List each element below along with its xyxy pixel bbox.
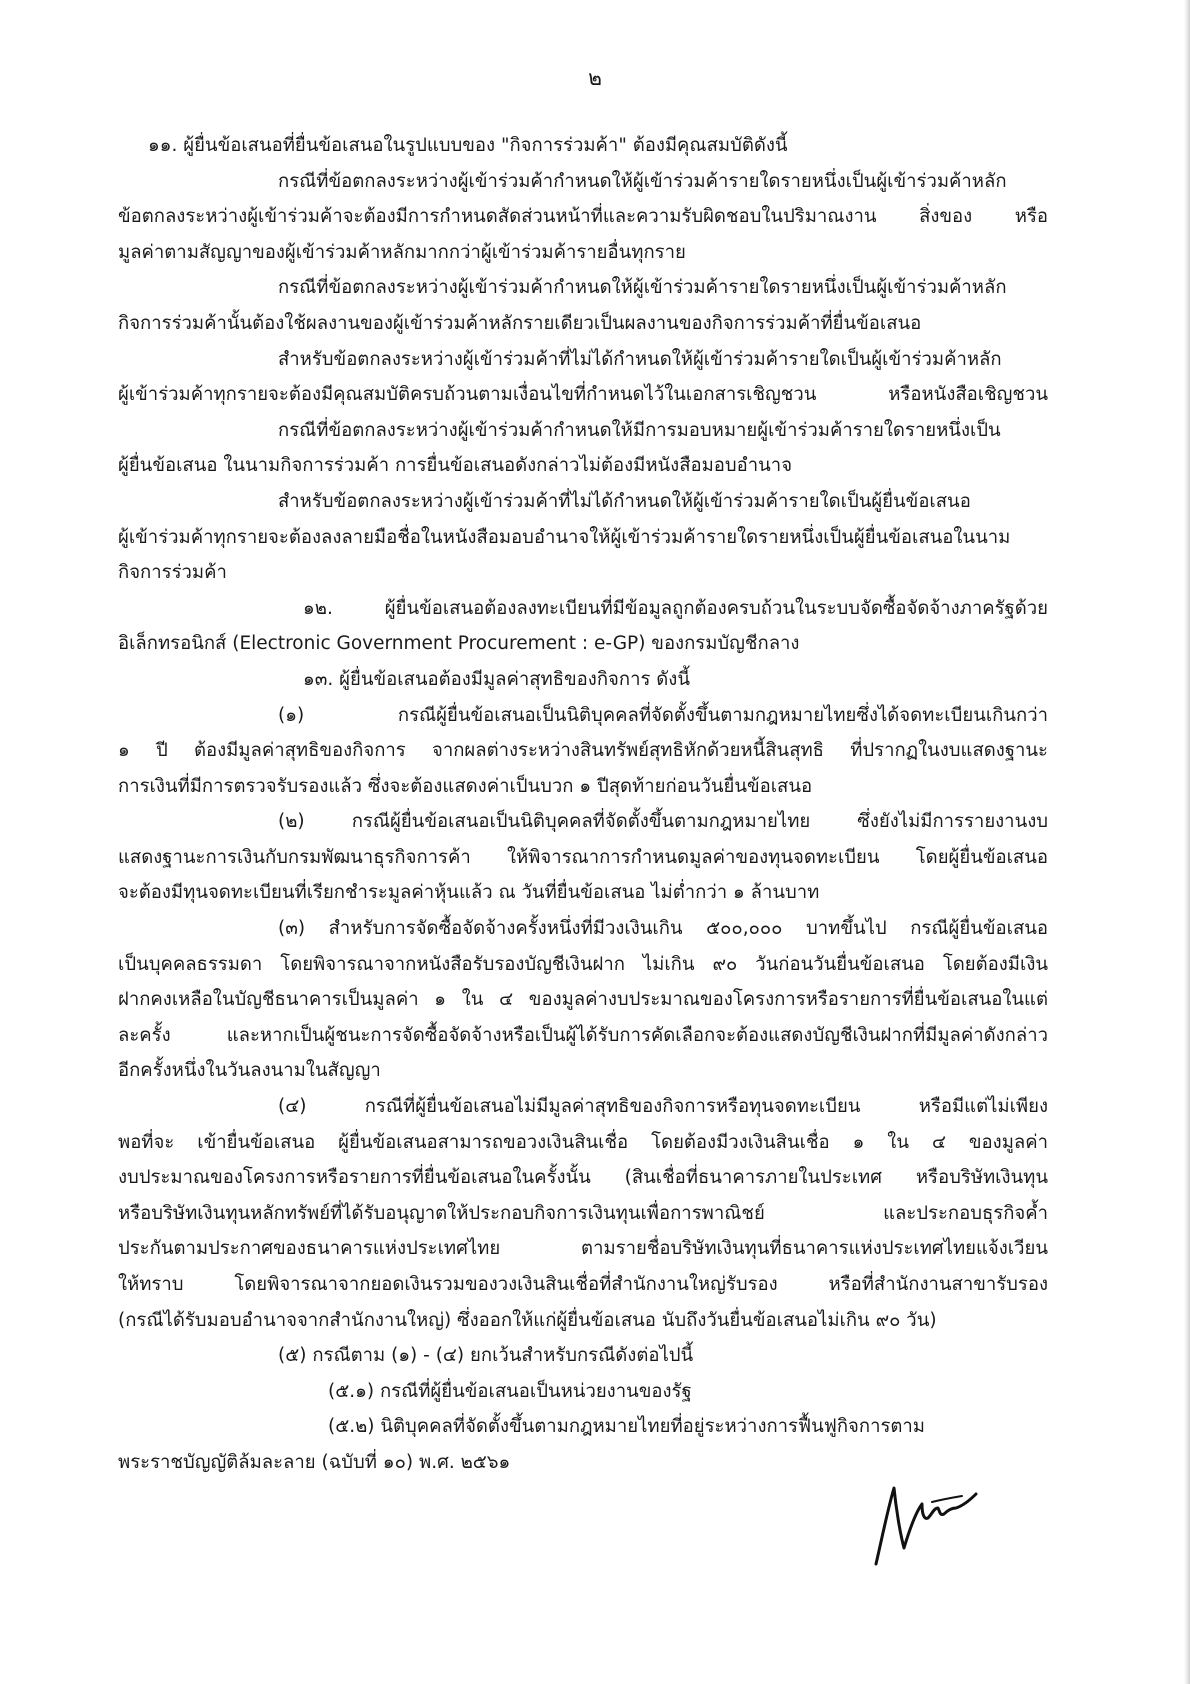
clause-11-line: กิจการร่วมค้านั้นต้องใช้ผลงานของผู้เข้าร่วมค้าหลักรายเดียวเป็นผลงานของกิจการร่วมค้าที่ยื่นข้อเสนอ <box>118 312 922 334</box>
clause-13-4-line: (กรณีได้รับมอบอำนาจจากสำนักงานใหญ่) ซึ่งออกให้แก่ผู้ยื่นข้อเสนอ นับถึงวันยื่นข้อเสนอไม่เกิน ๙๐ วัน) <box>118 1309 937 1331</box>
clause-13-4-line: ประกันตามประกาศของธนาคารแห่งประเทศไทย ตามรายชื่อบริษัทเงินทุนที่ธนาคารแห่งประเทศไทยแจ้งเวียน <box>118 1238 1048 1260</box>
clause-11-line: สำหรับข้อตกลงระหว่างผู้เข้าร่วมค้าที่ไม่ได้กำหนดให้ผู้เข้าร่วมค้ารายใดเป็นผู้เข้าร่วมค้าหลัก <box>278 348 1002 370</box>
clause-11-line: ผู้เข้าร่วมค้าทุกรายจะต้องมีคุณสมบัติครบถ้วนตามเงื่อนไขที่กำหนดไว้ในเอกสารเชิญชวน หรือหนังสือเชิญชวน <box>118 384 1048 406</box>
clause-13-4-line: ให้ทราบ โดยพิจารณาจากยอดเงินรวมของวงเงินสินเชื่อที่สำนักงานใหญ่รับรอง หรือที่สำนักงานสาขารับรอง <box>118 1274 1048 1295</box>
clause-13-4-line: (๔) กรณีที่ผู้ยื่นข้อเสนอไม่มีมูลค่าสุทธิของกิจการหรือทุนจดทะเบียน หรือมีแต่ไม่เพียง <box>278 1096 1048 1118</box>
clause-13-1-line: (๑) กรณีผู้ยื่นข้อเสนอเป็นนิติบุคคลที่จัดตั้งขึ้นตามกฎหมายไทยซึ่งได้จดทะเบียนเกินกว่า <box>278 704 1048 726</box>
clause-13-2-line: (๒) กรณีผู้ยื่นข้อเสนอเป็นนิติบุคคลที่จัดตั้งขึ้นตามกฎหมายไทย ซึ่งยังไม่มีการรายงานงบ <box>278 811 1048 833</box>
clause-11-line: กรณีที่ข้อตกลงระหว่างผู้เข้าร่วมค้ากำหนดให้มีการมอบหมายผู้เข้าร่วมค้ารายใดรายหนึ่งเป็น <box>278 419 1001 441</box>
clause-13-1-line: ๑ ปี ต้องมีมูลค่าสุทธิของกิจการ จากผลต่างระหว่างสินทรัพย์สุทธิหักด้วยหนี้สินสุทธิ ที่ปรากฏในงบแสดงฐานะ <box>118 740 1048 762</box>
page-number: ๒ <box>588 66 602 90</box>
clause-13-4-line: งบประมาณของโครงการหรือรายการที่ยื่นข้อเสนอในครั้งนั้น (สินเชื่อที่ธนาคารภายในประเทศ หรือบริษัทเงินทุน <box>118 1167 1048 1189</box>
clause-13-5-1-line: (๕.๑) กรณีที่ผู้ยื่นข้อเสนอเป็นหน่วยงานของรัฐ <box>328 1380 692 1402</box>
clause-11-line: ผู้ยื่นข้อเสนอ ในนามกิจการร่วมค้า การยื่นข้อเสนอดังกล่าวไม่ต้องมีหนังสือมอบอำนาจ <box>118 455 793 477</box>
clause-11-line: ผู้เข้าร่วมค้าทุกรายจะต้องลงลายมือชื่อในหนังสือมอบอำนาจให้ผู้เข้าร่วมค้ารายใดรายหนึ่งเป็นผู้ยื่นข้อเสนอในนาม <box>118 526 1011 548</box>
clause-13-3-line: เป็นบุคคลธรรมดา โดยพิจารณาจากหนังสือรับรองบัญชีเงินฝาก ไม่เกิน ๙๐ วันก่อนวันยื่นข้อเสนอ โดยต้องมีเงิน <box>118 953 1048 975</box>
clause-13-4-line: หรือบริษัทเงินทุนหลักทรัพย์ที่ได้รับอนุญาตให้ประกอบกิจการเงินทุนเพื่อการพาณิชย์ และประกอบธุรกิจค้ำ <box>118 1202 1048 1224</box>
clause-11-line: กรณีที่ข้อตกลงระหว่างผู้เข้าร่วมค้ากำหนดให้ผู้เข้าร่วมค้ารายใดรายหนึ่งเป็นผู้เข้าร่วมค้าหลัก <box>278 170 1007 192</box>
clause-13-2-line: จะต้องมีทุนจดทะเบียนที่เรียกชำระมูลค่าหุ้นแล้ว ณ วันที่ยื่นข้อเสนอ ไม่ต่ำกว่า ๑ ล้านบาท <box>118 882 820 904</box>
clause-11-line: กิจการร่วมค้า <box>118 562 227 584</box>
clause-13-1-line: การเงินที่มีการตรวจรับรองแล้ว ซึ่งจะต้องแสดงค่าเป็นบวก ๑ ปีสุดท้ายก่อนวันยื่นข้อเสนอ <box>118 775 813 797</box>
document-body <box>118 128 1048 1481</box>
clause-11-line: มูลค่าตามสัญญาของผู้เข้าร่วมค้าหลักมากกว่าผู้เข้าร่วมค้ารายอื่นทุกราย <box>118 241 686 263</box>
clause-12-line: อิเล็กทรอนิกส์ (Electronic Government Procurement : e-GP) ของกรมบัญชีกลาง <box>118 633 800 655</box>
clause-13-3-line: ฝากคงเหลือในบัญชีธนาคารเป็นมูลค่า ๑ ใน ๔ ของมูลค่างบประมาณของโครงการหรือรายการที่ยื่นข้อเสนอในแต่ <box>118 989 1048 1011</box>
clause-11-line: ข้อตกลงระหว่างผู้เข้าร่วมค้าจะต้องมีการกำหนดสัดส่วนหน้าที่และความรับผิดชอบในปริมาณงาน สิ่งของ หรือ <box>118 206 1048 228</box>
clause-13-2-line: แสดงฐานะการเงินกับกรมพัฒนาธุรกิจการค้า ให้พิจารณาการกำหนดมูลค่าของทุนจดทะเบียน โดยผู้ยื่นข้อเสนอ <box>118 846 1048 868</box>
clause-13-4-line: พอที่จะ เข้ายื่นข้อเสนอ ผู้ยื่นข้อเสนอสามารถขอวงเงินสินเชื่อ โดยต้องมีวงเงินสินเชื่อ ๑ ใน ๔ ของมูลค่า <box>118 1131 1048 1153</box>
clause-11-line: กรณีที่ข้อตกลงระหว่างผู้เข้าร่วมค้ากำหนดให้ผู้เข้าร่วมค้ารายใดรายหนึ่งเป็นผู้เข้าร่วมค้าหลัก <box>278 277 1007 299</box>
scan-edge <box>1184 0 1190 1684</box>
clause-13-3-line: อีกครั้งหนึ่งในวันลงนามในสัญญา <box>118 1060 381 1082</box>
clause-11-line: สำหรับข้อตกลงระหว่างผู้เข้าร่วมค้าที่ไม่ได้กำหนดให้ผู้เข้าร่วมค้ารายใดเป็นผู้ยื่นข้อเสนอ <box>278 490 971 512</box>
clause-13-5-line: (๕) กรณีตาม (๑) - (๔) ยกเว้นสำหรับกรณีดังต่อไปนี้ <box>278 1345 694 1367</box>
clause-13-3-line: (๓) สำหรับการจัดซื้อจัดจ้างครั้งหนึ่งที่มีวงเงินเกิน ๕๐๐,๐๐๐ บาทขึ้นไป กรณีผู้ยื่นข้อเสนอ <box>278 918 1048 940</box>
clause-13-5-2-line: พระราชบัญญัติล้มละลาย (ฉบับที่ ๑๐) พ.ศ. ๒๕๖๑ <box>118 1451 511 1473</box>
clause-11-heading: ๑๑. ผู้ยื่นข้อเสนอที่ยื่นข้อเสนอในรูปแบบของ "กิจการร่วมค้า" ต้องมีคุณสมบัติดังนี้ <box>148 135 788 156</box>
clause-13-heading: ๑๓. ผู้ยื่นข้อเสนอต้องมีมูลค่าสุทธิของกิจการ ดังนี้ <box>303 668 690 690</box>
clause-13-3-line: ละครั้ง และหากเป็นผู้ชนะการจัดซื้อจัดจ้างหรือเป็นผู้ได้รับการคัดเลือกจะต้องแสดงบัญชีเงินฝากที่มีมูลค่าดังกล่าว <box>118 1024 1048 1046</box>
clause-12-heading: ๑๒. ผู้ยื่นข้อเสนอต้องลงทะเบียนที่มีข้อมูลถูกต้องครบถ้วนในระบบจัดซื้อจัดจ้างภาครัฐด้วย <box>303 597 1048 619</box>
clause-13-5-2-line: (๕.๒) นิติบุคคลที่จัดตั้งขึ้นตามกฎหมายไทยที่อยู่ระหว่างการฟื้นฟูกิจการตาม <box>328 1416 926 1438</box>
handwritten-signature <box>870 1478 990 1568</box>
